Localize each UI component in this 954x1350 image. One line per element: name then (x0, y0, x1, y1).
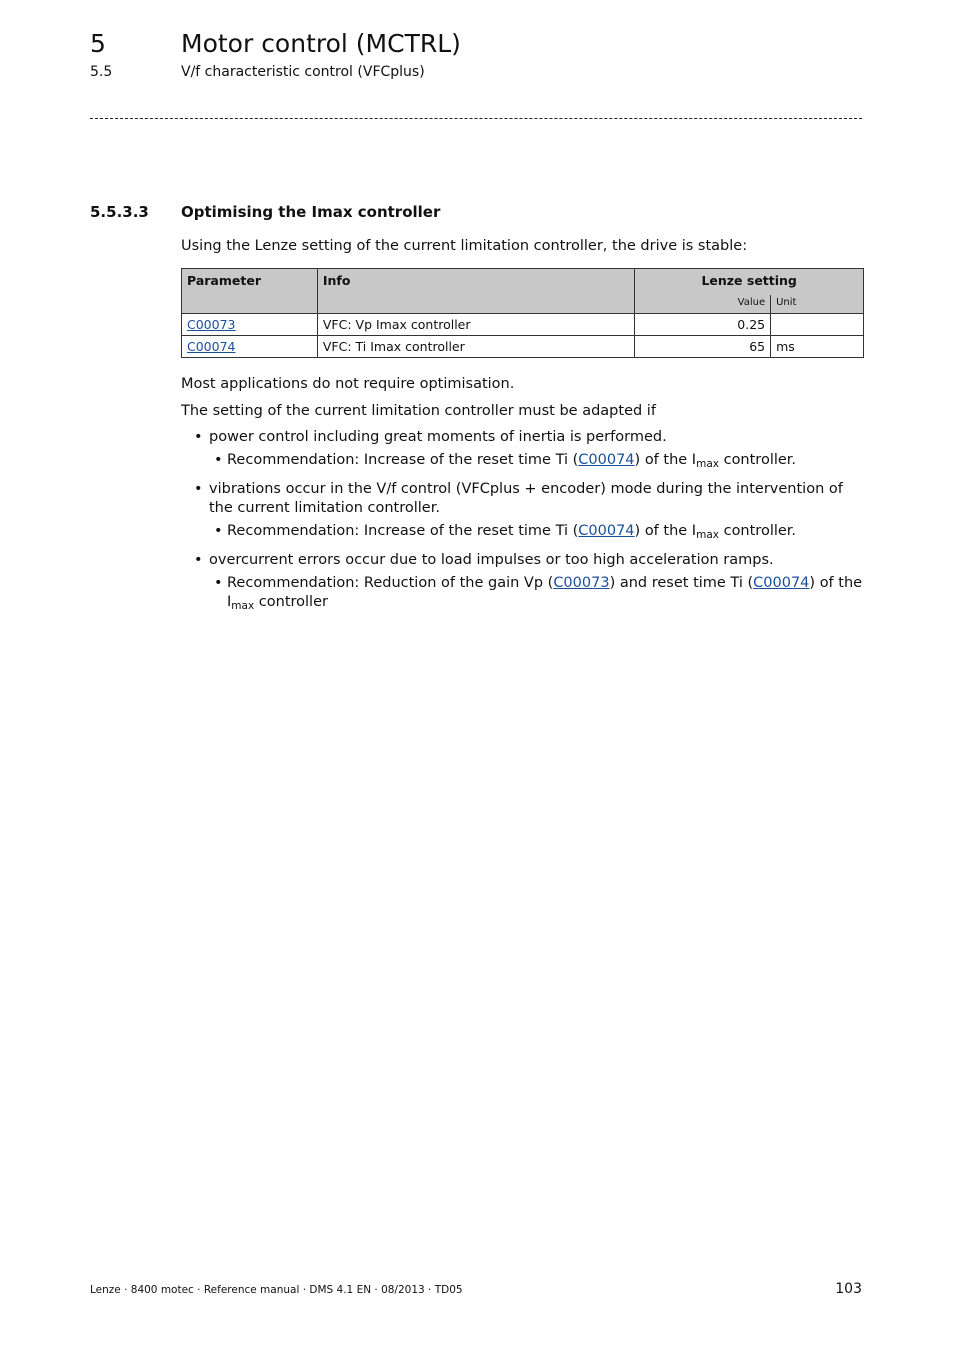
recommendation-text: ) of the I (227, 575, 863, 610)
recommendation-text: Recommendation: Reduction of the gain Vp ( (227, 575, 554, 591)
parameter-link-c00073[interactable]: C00073 (553, 575, 610, 591)
recommendation-text: ) of the I (634, 452, 697, 468)
footer-document-info: Lenze · 8400 motec · Reference manual · DMS 4.1 EN · 08/2013 · TD05 (90, 1284, 463, 1296)
header-value: Value (635, 295, 771, 314)
parameter-link-c00074[interactable]: C00074 (578, 523, 635, 539)
list-item (194, 551, 864, 612)
cell-value: 65 (635, 336, 771, 358)
header-parameter: Parameter (182, 269, 318, 314)
header-lenze-setting: Lenze setting (635, 269, 864, 296)
subscript-max: max (696, 458, 719, 470)
list-item (194, 480, 864, 541)
chapter-number: 5 (90, 29, 106, 58)
recommendation-text: ) and reset time Ti ( (609, 575, 754, 591)
bullet-text: overcurrent errors occur due to load impulses or too high acceleration ramps. (209, 552, 774, 568)
subscript-max: max (696, 529, 719, 541)
recommendation-text: controller. (718, 452, 797, 468)
list-item (194, 428, 864, 470)
subscript-max: max (231, 600, 255, 612)
recommendation-item (209, 574, 864, 612)
recommendation-text: ) of the I (634, 523, 697, 539)
recommendation-text: controller (254, 594, 328, 610)
subsection-title: Optimising the Imax controller (181, 203, 441, 221)
paragraph-optimisation: Most applications do not require optimisation. (181, 376, 515, 392)
intro-paragraph: Using the Lenze setting of the current limitation controller, the drive is stable: (181, 238, 748, 254)
cell-unit: ms (771, 336, 864, 358)
cell-info: VFC: Ti Imax controller (317, 336, 634, 358)
parameter-link-c00074[interactable]: C00074 (753, 575, 810, 591)
table-row (182, 336, 864, 358)
section-number: 5.5 (90, 64, 113, 80)
bullet-text: power control including great moments of inertia is performed. (209, 429, 667, 445)
section-title: V/f characteristic control (VFCplus) (181, 64, 425, 80)
parameter-link-c00074[interactable]: C00074 (187, 339, 236, 354)
header-info: Info (317, 269, 634, 314)
paragraph-adaptation: The setting of the current limitation controller must be adapted if (181, 403, 656, 419)
parameter-table (181, 268, 864, 358)
recommendation-text: Recommendation: Increase of the reset time Ti ( (227, 523, 579, 539)
page-number: 103 (835, 1281, 862, 1297)
header-divider (90, 118, 862, 119)
parameter-link-c00074[interactable]: C00074 (578, 452, 635, 468)
recommendation-text: controller. (718, 523, 797, 539)
header-unit: Unit (771, 295, 864, 314)
recommendation-item (209, 522, 864, 541)
recommendation-text: Recommendation: Increase of the reset time Ti ( (227, 452, 579, 468)
condition-list (194, 428, 864, 622)
chapter-title: Motor control (MCTRL) (181, 29, 461, 58)
cell-info: VFC: Vp Imax controller (317, 314, 634, 336)
cell-unit (771, 314, 864, 336)
table-row (182, 314, 864, 336)
recommendation-item (209, 451, 864, 470)
cell-value: 0.25 (635, 314, 771, 336)
parameter-link-c00073[interactable]: C00073 (187, 317, 236, 332)
subsection-number: 5.5.3.3 (90, 203, 149, 221)
bullet-text: vibrations occur in the V/f control (VFCplus + encoder) mode during the intervention of the current limitation controller. (209, 481, 843, 516)
